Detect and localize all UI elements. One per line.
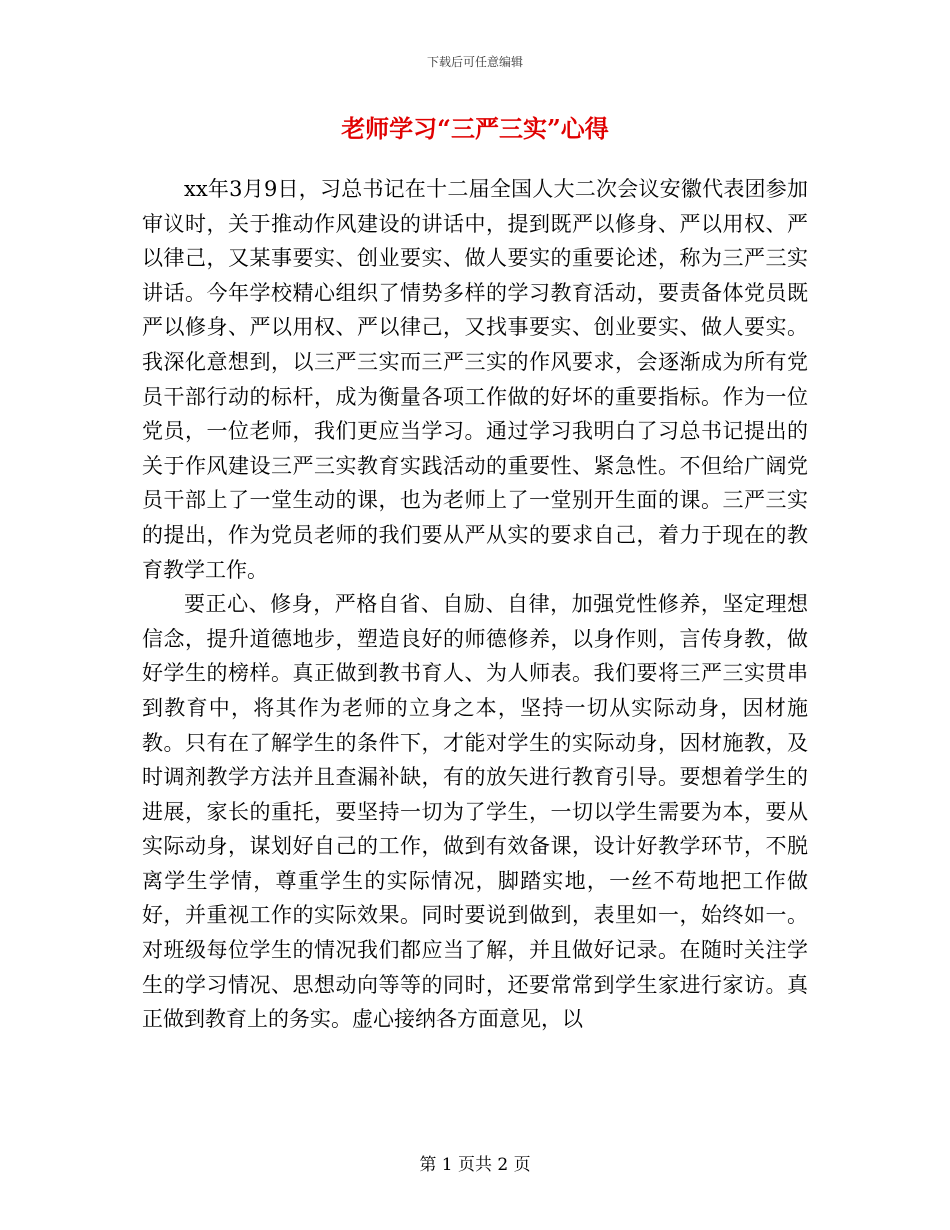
page-number-footer: 第 1 页共 2 页 <box>419 1155 531 1175</box>
document-body <box>142 172 808 1037</box>
document-title: 老师学习“三严三实”心得 <box>341 114 609 143</box>
page-header-note: 下载后可任意编辑 <box>426 55 523 69</box>
body-paragraph-2: 要正心、修身，严格自省、自励、自律，加强党性修养，坚定理想信念，提升道德地步，塑造良好的师德修养，以身作则，言传身教，做好学生的榜样。真正做到教书育人、为人师表。我们要将三严三实贯串到教育中，将其作为老师的立身之本，坚持一切从实际动身，因材施教。只有在了解学生的条件下，才能对学生的实际动身，因材施教，及时调剂教学方法并且查漏补缺，有的放矢进行教育引导。要想着学生的进展，家长的重托，要坚持一切为了学生，一切以学生需要为本，要从实际动身，谋划好自己的工作，做到有效备课，设计好教学环节，不脱离学生学情，尊重学生的实际情况，脚踏实地，一丝不苟地把工作做好，并重视工作的实际效果。同时要说到做到，表里如一，始终如一。对班级每位学生的情况我们都应当了解，并且做好记录。在随时关注学生的学习情况、思想动向等等的同时，还要常常到学生家进行家访。真正做到教育上的务实。虚心接纳各方面意见，以 <box>142 592 808 1032</box>
body-paragraph-1: xx年3月9日，习总书记在十二届全国人大二次会议安徽代表团参加审议时，关于推动作风建设的讲话中，提到既严以修身、严以用权、严以律己，又某事要实、创业要实、做人要实的重要论述，称为三严三实讲话。今年学校精心组织了情势多样的学习教育活动，要责备体党员既严以修身、严以用权、严以律己，又找事要实、创业要实、做人要实。我深化意想到，以三严三实而三严三实的作风要求，会逐渐成为所有党员干部行动的标杆，成为衡量各项工作做的好坏的重要指标。作为一位党员，一位老师，我们更应当学习。通过学习我明白了习总书记提出的关于作风建设三严三实教育实践活动的重要性、紧急性。不但给广阔党员干部上了一堂生动的课，也为老师上了一堂别开生面的课。三严三实的提出，作为党员老师的我们要从严从实的要求自己，着力于现在的教育教学工作。 <box>142 177 808 582</box>
